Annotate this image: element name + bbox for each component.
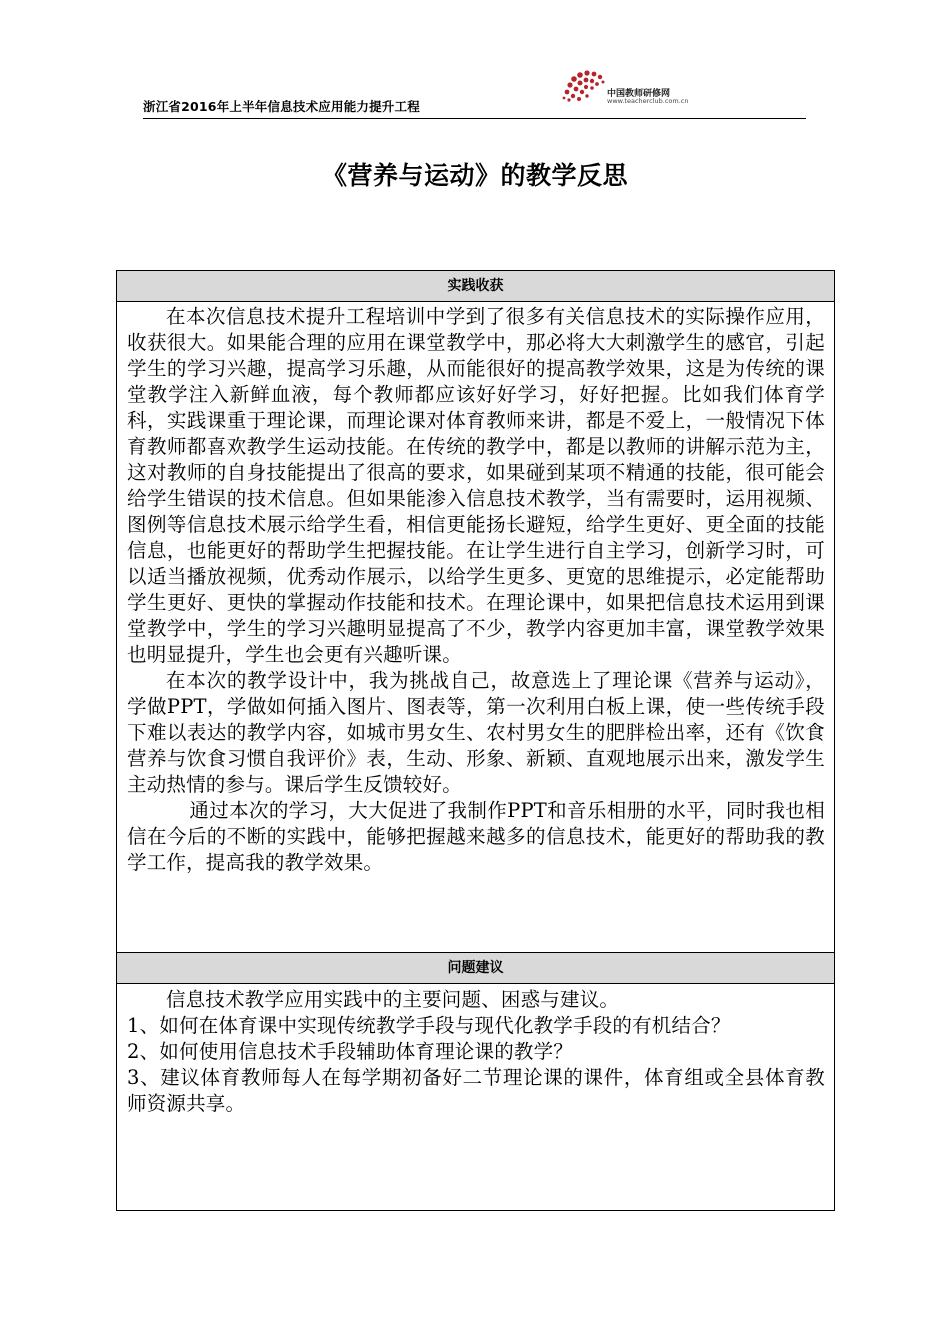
gains-paragraph-1: 在本次信息技术提升工程培训中学到了很多有关信息技术的实际操作应用，收获很大。如果能合理的应用在课堂教学中，那必将大大刺激学生的感官，引起学生的学习兴趣，提高学习乐趣，从而能很好的提高教学效果，这是为传统的课堂教学注入新鲜血液，每个教师都应该好好学习，好好把握。比如我们体育学科，实践课重于理论课，而理论课对体育教师来讲，都是不爱上，一般情况下体育教师都喜欢教学生运动技能。在传统的教学中，都是以教师的讲解示范为主，这对教师的自身技能提出了很高的要求，如果碰到某项不精通的技能，很可能会给学生错误的技术信息。但如果能渗入信息技术教学，当有需要时，运用视频、图例等信息技术展示给学生看，相信更能扬长避短，给学生更好、更全面的技能信息，也能更好的帮助学生把握技能。在让学生进行自主学习，创新学习时，可以适当播放视频，优秀动作展示，以给学生更多、更宽的思维提示，必定能帮助学生更好、更快的掌握动作技能和技术。在理论课中，如果把信息技术运用到课堂教学中，学生的学习兴趣明显提高了不少，教学内容更加丰富，课堂教学效果也明显提升，学生也会更有兴趣听课。 [127, 305, 825, 666]
logo-dots-icon [561, 70, 607, 106]
section-heading-issues: 问题建议 [117, 952, 834, 984]
section-heading-gains: 实践收获 [117, 271, 834, 302]
logo-url: www.teacherclub.com.cn [607, 97, 689, 105]
logo-name: 中国教师研修网 [607, 89, 671, 99]
section-body-gains [117, 302, 834, 952]
issue-item-2: 2、如何使用信息技术手段辅助体育理论课的教学？ [127, 1040, 574, 1063]
gains-paragraph-2: 在本次的教学设计中，我为挑战自己，故意选上了理论课《营养与运动》，学做PPT，学做如何插入图片、图表等，第一次利用白板上课，使一些传统手段下难以表达的教学内容，如城市男女生、农村男女生的肥胖检出率，还有《饮食营养与饮食习惯自我评价》表，生动、形象、新颖、直观地展示出来，激发学生主动热情的参与。课后学生反馈较好。 [127, 669, 825, 796]
program-title: 浙江省2016年上半年信息技术应用能力提升工程 [143, 99, 420, 114]
gains-paragraph-3: 通过本次的学习，大大促进了我制作PPT和音乐相册的水平，同时我也相信在今后的不断的实践中，能够把握越来越多的信息技术，能更好的帮助我的教学工作，提高我的教学效果。 [127, 799, 825, 874]
issues-intro: 信息技术教学应用实践中的主要问题、困惑与建议。 [166, 988, 620, 1011]
reflection-table [116, 270, 835, 1211]
teacherclub-logo [561, 66, 701, 106]
issue-item-1: 1、如何在体育课中实现传统教学手段与现代化教学手段的有机结合？ [127, 1014, 731, 1037]
issue-item-3: 3、建议体育教师每人在每学期初备好二节理论课的课件，体育组或全县体育教师资源共享。 [127, 1066, 825, 1115]
document-title: 《营养与运动》的教学反思 [321, 161, 628, 190]
page-header [143, 66, 806, 119]
section-body-issues [117, 984, 834, 1210]
